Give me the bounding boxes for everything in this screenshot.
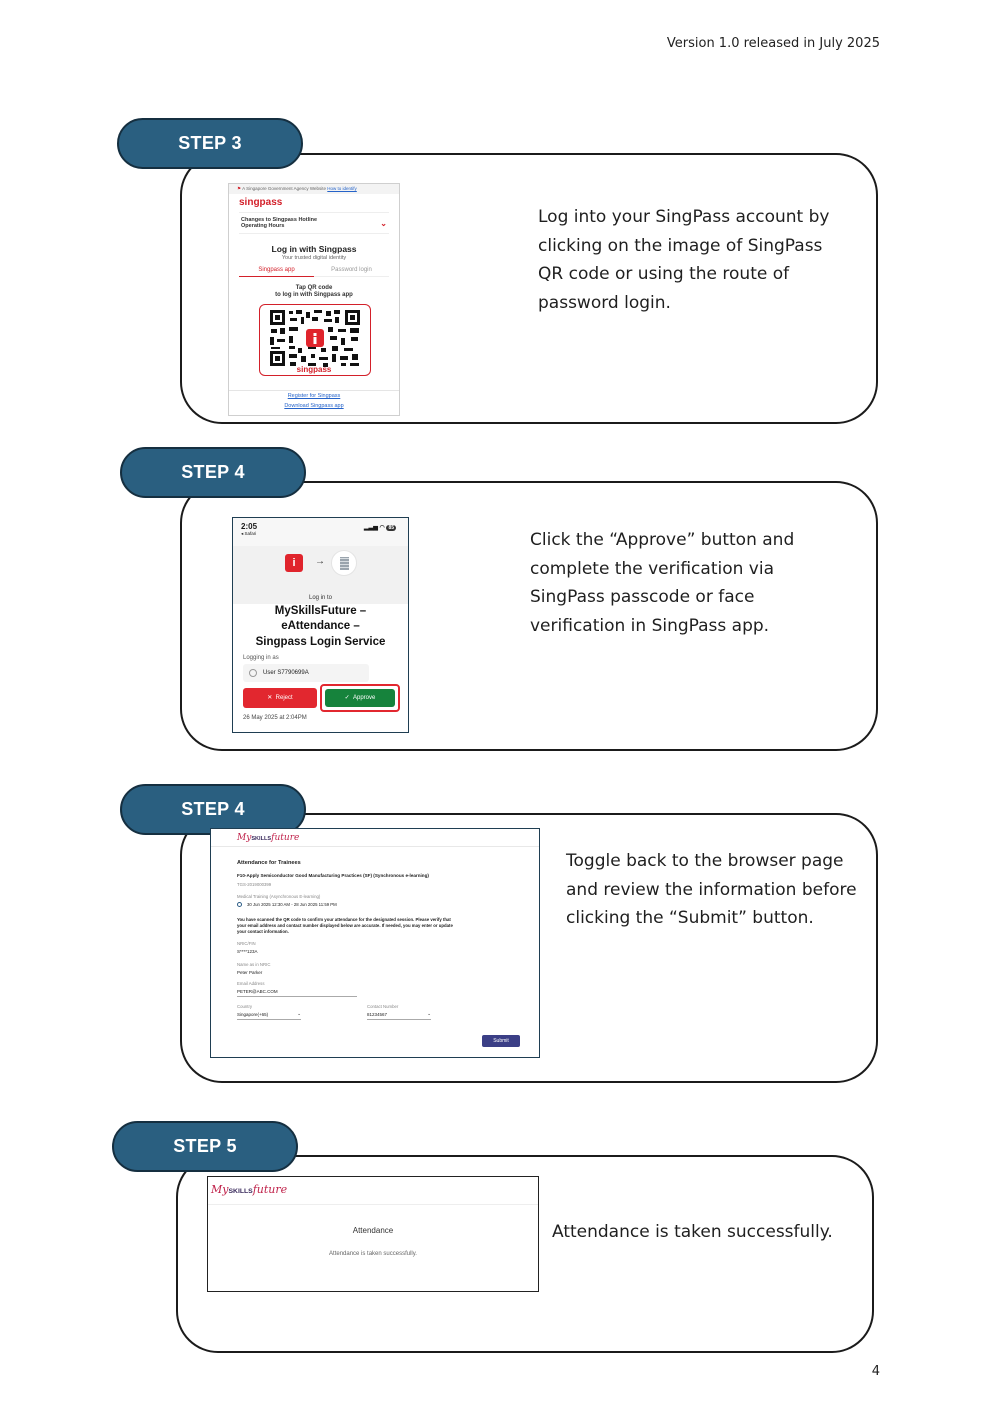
logo-future: future [252,1183,288,1196]
step-4-submit-tab: STEP 4 [120,784,306,835]
step-5-tab: STEP 5 [112,1121,298,1172]
step-5-description [552,1218,833,1247]
nric-label: NRIC/FIN [237,941,256,946]
tap-line-2: to log in with Singpass app [275,292,353,298]
course-title: F10-Apply Semiconductor Good Manufacturing Practices (SF) (Synchronous e-learning) [237,873,429,878]
login-subtitle: Your trusted digital identity [281,255,347,261]
header-divider [211,846,539,847]
service-line: Singpass Login Service [255,635,386,648]
register-link[interactable]: Register for Singpass [229,390,399,399]
gov-banner [229,184,399,194]
logo-skills: SKILLS [228,1188,253,1195]
hotline-line-1: Changes to Singpass Hotline [241,217,318,223]
wifi-icon: ◠ [379,525,385,531]
contact-underline [367,1019,431,1020]
service-line: eAttendance – [281,620,360,633]
gov-banner-text: A Singapore Government Agency Website [242,186,327,191]
user-id: User S7790699A [263,670,309,676]
step-4-submit-line: clicking the “Submit” button. [566,908,814,928]
step-4-submit-line: Toggle back to the browser page [566,851,844,871]
training-mode: Medical Training (Asynchronous E-learning) [237,894,321,899]
step-3-line: clicking on the image of SingPass [538,235,823,256]
step-4-approve-description [530,526,794,640]
myskillsfuture-logo [211,1183,287,1196]
logo-future: future [271,833,300,843]
step-4-line: Click the “Approve” button and [530,530,795,550]
chevron-down-icon[interactable]: ⌄ [380,218,387,228]
step-3-line: Log into your SingPass account by [538,207,830,227]
step-4-submit-line: and review the information before [566,879,857,900]
attendance-success-screenshot [207,1176,539,1292]
form-title: Attendance for Trainees [237,860,301,866]
gov-identify-link[interactable]: How to identify [327,186,357,191]
session-option[interactable] [237,902,337,907]
logo-my: My [237,833,252,843]
attendance-form-screenshot[interactable] [210,828,540,1058]
email-label: Email Address [237,981,265,986]
session-dates: 30 Jun 2025 12:30 AM - 28 Jun 2025 11:59 PM [247,902,337,907]
contact-label: Contact Number [367,1004,399,1009]
step-4-submit-description [566,847,857,933]
notice-line: your email address and contact number displayed below are accurate. If needed, you may enter or update [237,923,453,928]
email-field[interactable]: PETER@ABC.COM [237,989,278,994]
login-tabs [239,267,389,277]
chevron-down-icon: ⌄ [297,1011,301,1016]
step-3-line: QR code or using the route of [538,264,790,284]
step-4-approve-tab: STEP 4 [120,447,306,498]
step-3-description [538,203,829,317]
status-time: 2:05 [241,522,258,531]
approve-label: Approve [353,695,376,701]
building-icon [331,550,357,576]
tap-line-1: Tap QR code [295,285,333,291]
user-id-field [243,664,369,682]
country-select[interactable] [237,1012,301,1017]
contact-value: 81234567 [367,1012,388,1017]
reject-label: Reject [275,695,293,701]
download-app-link[interactable]: Download Singpass app [284,403,344,409]
logo-my: My [211,1183,229,1196]
chevron-down-icon: ⌄ [427,1011,431,1016]
lion-icon: ⚑ [237,186,242,191]
page-number: 4 [871,1364,880,1379]
qr-singpass-brand: singpass [296,365,332,374]
logo-skills: SKILLS [251,836,272,842]
user-avatar-icon [249,669,257,677]
notice-line: your contact information. [237,929,289,934]
course-ref: TGS-2019000399 [237,882,272,887]
tap-qr-instruction [229,285,399,299]
singpass-app-icon: i [285,554,303,572]
nric-value: S****123A [237,949,258,954]
service-line: MySkillsFuture – [274,605,367,617]
singpass-login-screenshot[interactable] [228,183,400,416]
phone-status-time [241,522,257,537]
header-divider [208,1204,538,1205]
submit-button[interactable]: Submit [482,1035,520,1047]
status-icons [364,524,396,531]
country-label: Country [237,1004,253,1009]
country-underline [237,1019,301,1020]
name-value: Peter Parker [237,970,263,975]
close-icon: ✕ [267,695,273,701]
request-timestamp: 26 May 2025 at 2:04PM [243,715,307,721]
success-message: Attendance is taken successfully. [329,1251,417,1257]
check-icon: ✓ [344,695,350,701]
step-3-line: password login. [538,292,671,313]
success-title: Attendance [352,1226,394,1235]
qr-code-icon[interactable] [268,308,362,368]
notice-line: You have scanned the QR code to confirm your attendance for the designated session. Please verify that [237,917,451,922]
name-label: Name as in NRIC [237,962,271,967]
reject-button[interactable] [243,688,317,708]
approve-button[interactable] [325,689,395,707]
service-name [233,604,408,650]
myskillsfuture-logo [237,833,299,843]
contact-field[interactable] [367,1012,431,1017]
session-radio[interactable] [237,902,242,907]
step-4-line: SingPass passcode or face [530,587,755,607]
signal-icon: ▂▃▅ [364,525,378,531]
logging-in-as-label: Logging in as [243,655,279,661]
arrow-right-icon: → [315,556,325,567]
version-note: Version 1.0 released in July 2025 [666,36,880,51]
step-5-line: Attendance is taken successfully. [552,1222,833,1242]
singpass-logo: singpass [239,197,283,208]
step-3-tab: STEP 3 [117,118,303,169]
singpass-approve-screenshot[interactable] [232,517,409,733]
email-underline [237,996,357,997]
notice-text [237,917,453,935]
battery-icon: 85 [388,525,394,531]
hotline-notice[interactable] [239,212,389,234]
login-to-label: Log in to [308,595,333,601]
country-value: Singapore(+65) [237,1012,269,1017]
step-4-line: complete the verification via [530,558,774,579]
status-back-safari[interactable]: ◂ Safari [241,531,257,536]
step-4-line: verification in SingPass app. [530,615,770,636]
tab-singpass-app[interactable]: Singpass app [239,267,314,277]
login-title: Log in with Singpass [271,244,357,254]
hotline-line-2: Operating Hours [241,223,285,229]
tab-password-login[interactable]: Password login [314,267,389,277]
